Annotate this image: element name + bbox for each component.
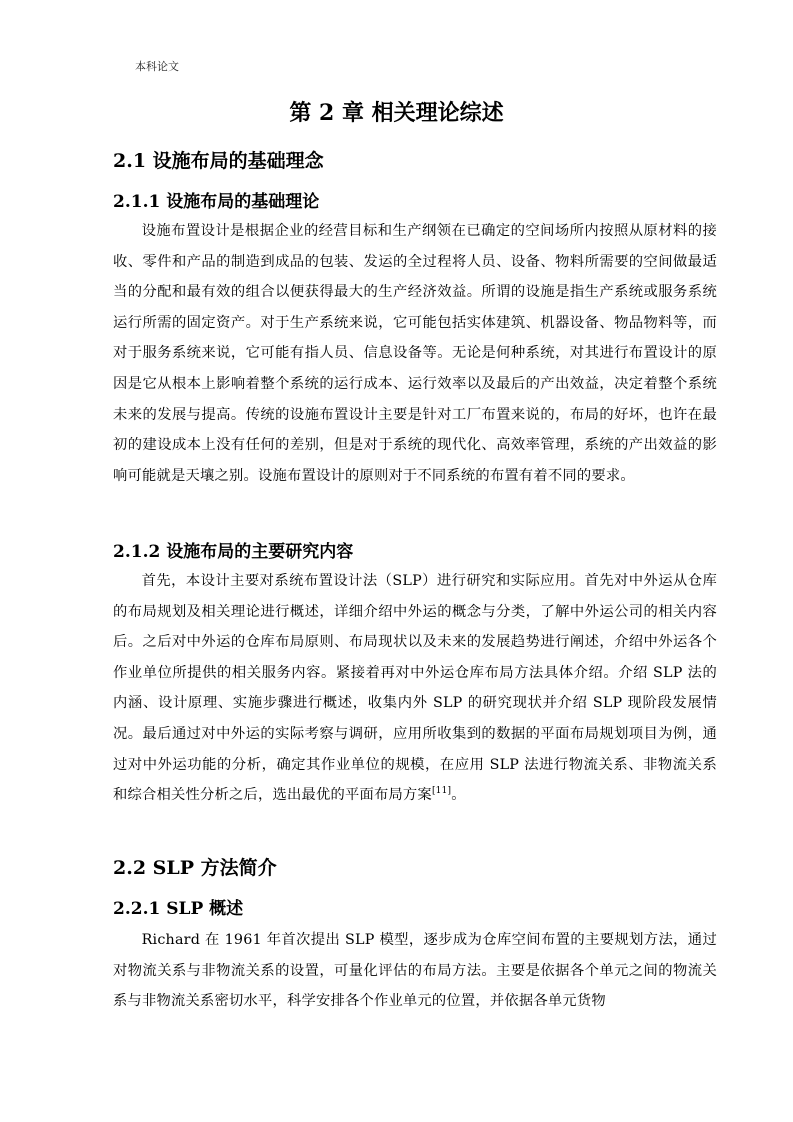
paragraph-2-1-2-end: 。 — [451, 787, 466, 804]
paragraph-2-1-2 — [113, 566, 717, 811]
paragraph-2-1-2-text: 首先，本设计主要对系统布置设计法（SLP）进行研究和实际应用。首先对中外运从仓库的布局规划及相关理论进行概述，详细介绍中外运的概念与分类，了解中外运公司的相关内容后。之后对中外运的仓库布局原则、布局现状以及未来的发展趋势进行阐述，介绍中外运各个作业单位所提供的相关服务内容。紧接着再对中外运仓库布局方法具体介绍。介绍 SLP 法的内涵、设计原理、实施步骤进行概述，收集内外 SLP 的研究现状并介绍 SLP 现阶段发展情况。最后通过对中外运的实际考察与调研，应用所收集到的数据的平面布局规划项目为例，通过对中外运功能的分析，确定其作业单位的规模，在应用 SLP 法进行物流关系、非物流关系和综合相关性分析之后，选出最优的平面布局方案 — [113, 573, 717, 804]
subsection-heading-2-1-1: 2.1.1 设施布局的基础理论 — [113, 192, 320, 212]
paragraph-2-2-1: Richard 在 1961 年首次提出 SLP 模型，逐步成为仓库空间布置的主要规划方法，通过对物流关系与非物流关系的设置，可量化评估的布局方法。主要是依据各个单元之间的物流关系与非物流关系密切水平，科学安排各个作业单元的位置，并依据各单元货物 — [113, 932, 717, 1010]
citation-marker: [11] — [431, 786, 452, 797]
subsection-heading-2-1-2: 2.1.2 设施布局的主要研究内容 — [113, 542, 354, 562]
chapter-title: 第 2 章 相关理论综述 — [289, 100, 504, 126]
section-heading-2-1: 2.1 设施布局的基础理念 — [113, 150, 324, 172]
running-header: 本科论文 — [135, 60, 179, 73]
section-heading-2-2: 2.2 SLP 方法简介 — [113, 857, 277, 879]
paragraph-2-1-1: 设施布置设计是根据企业的经营目标和生产纲领在已确定的空间场所内按照从原材料的接收、零件和产品的制造到成品的包装、发运的全过程将人员、设备、物料所需要的空间做最适当的分配和最有效的组合以便获得最大的生产经济效益。所谓的设施是指生产系统或服务系统运行所需的固定资产。对于生产系统来说，它可能包括实体建筑、机器设备、物品物料等，而对于服务系统来说，它可能有指人员、信息设备等。无论是何种系统，对其进行布置设计的原因是它从根本上影响着整个系统的运行成本、运行效率以及最后的产出效益，决定着整个系统未来的发展与提高。传统的设施布置设计主要是针对工厂布置来说的，布局的好坏，也许在最初的建设成本上没有任何的差别，但是对于系统的现代化、高效率管理，系统的产出效益的影响可能就是天壤之别。设施布置设计的原则对于不同系统的布置有着不同的要求。 — [113, 223, 717, 484]
subsection-heading-2-2-1: 2.2.1 SLP 概述 — [113, 899, 244, 919]
